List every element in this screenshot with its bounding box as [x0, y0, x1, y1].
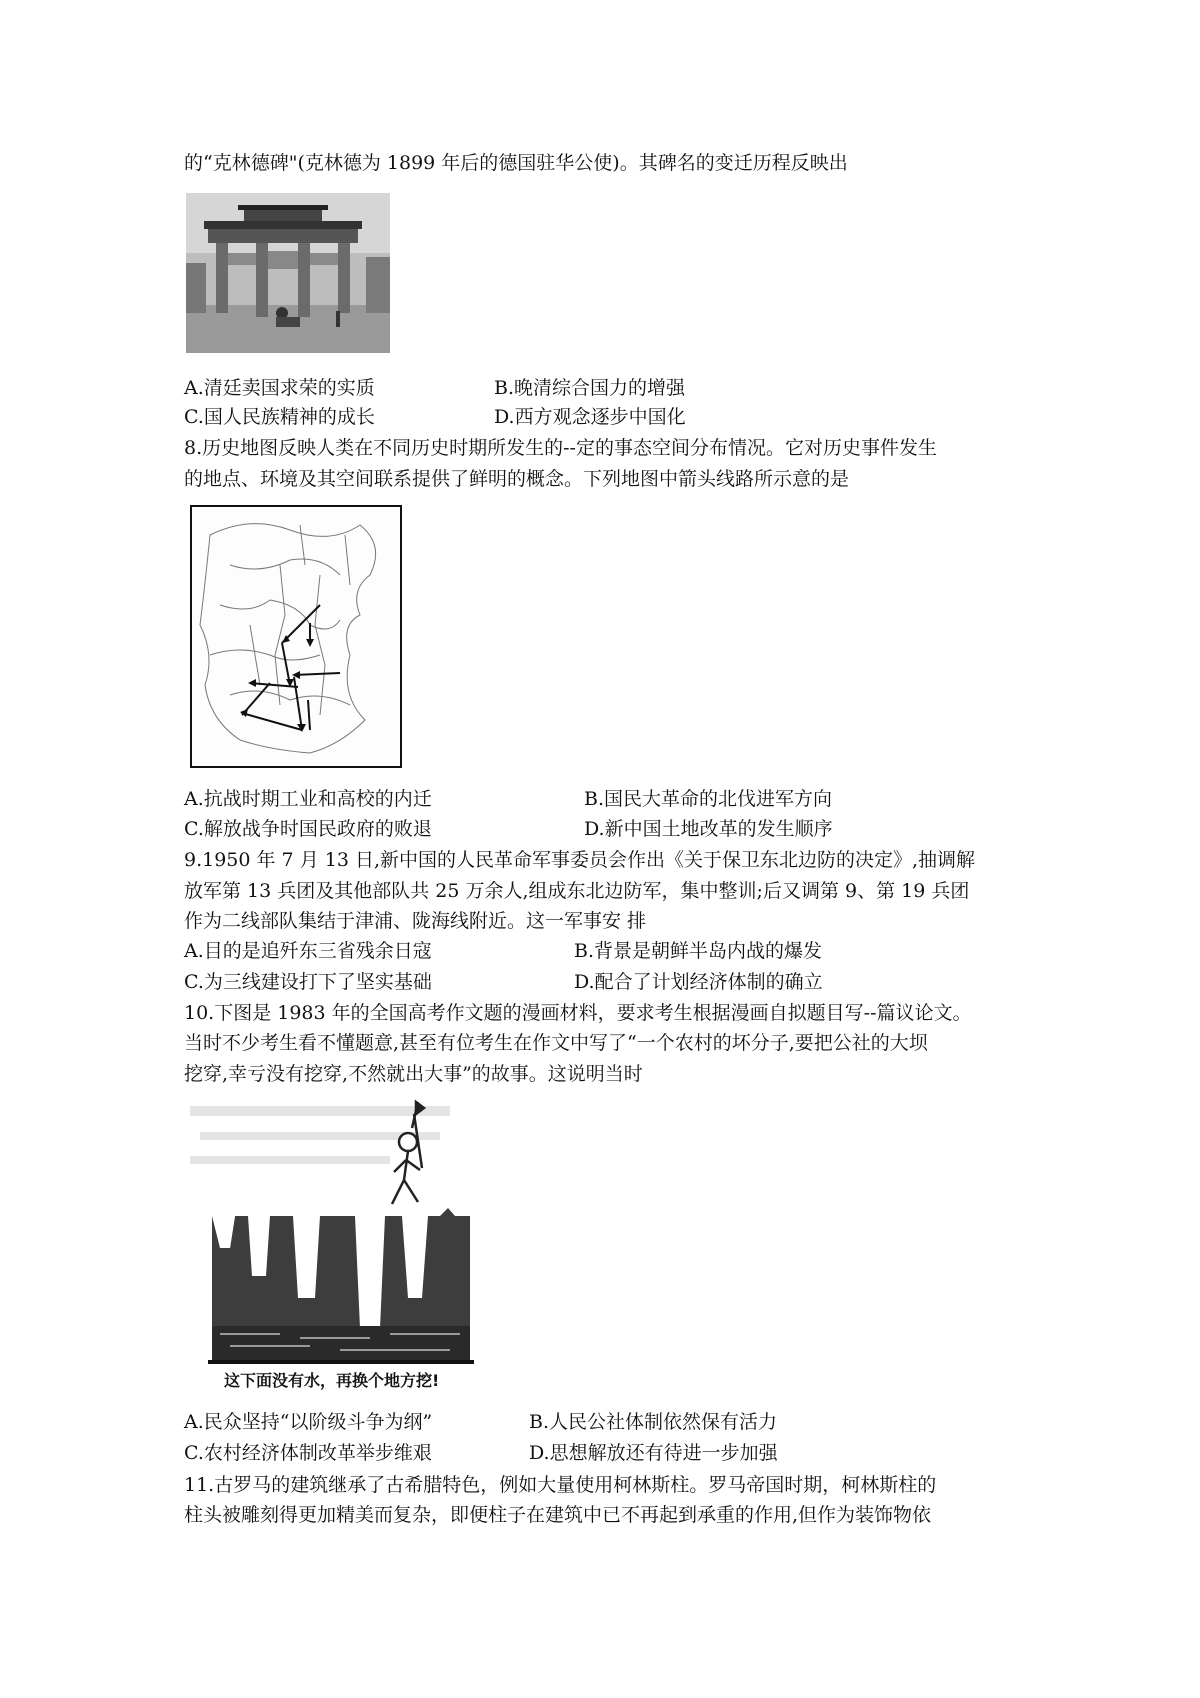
q10-stem-line-2: 当时不少考生看不懂题意,甚至有位考生在作文中写了“一个农村的坏分子,要把公社的大坝 [184, 1032, 928, 1054]
q8-option-c: C.解放战争时国民政府的败退 [184, 818, 432, 840]
q9-option-b: B.背景是朝鲜半岛内战的爆发 [574, 940, 823, 962]
q8-option-a: A.抗战时期工业和高校的内迁 [184, 788, 432, 810]
q7-option-d: D.西方观念逐步中国化 [494, 406, 686, 428]
q8-option-d: D.新中国土地改革的发生顺序 [584, 818, 833, 840]
q10-stem-line-1: 10.下图是 1983 年的全国高考作文题的漫画材料，要求考生根据漫画自拟题目写--篇议论文。 [184, 1002, 972, 1024]
q7-option-c: C.国人民族精神的成长 [184, 406, 375, 428]
digging-well-cartoon [190, 1098, 490, 1393]
memorial-archway-photo [186, 193, 390, 353]
q9-option-c: C.为三线建设打下了坚实基础 [184, 971, 432, 993]
q8-option-b: B.国民大革命的北伐进军方向 [584, 788, 833, 810]
q10-stem-line-3: 挖穿,幸亏没有挖穿,不然就出大事”的故事。这说明当时 [184, 1063, 643, 1085]
q7-stem-tail: 的“克林德碑"(克林德为 1899 年后的德国驻华公使)。其碑名的变迁历程反映出 [184, 152, 848, 174]
q10-option-d: D.思想解放还有待进一步加强 [529, 1442, 778, 1464]
historical-route-map [190, 505, 402, 768]
q10-option-a: A.民众坚持“以阶级斗争为纲” [184, 1411, 433, 1433]
q9-option-a: A.目的是追歼东三省残余日寇 [184, 940, 432, 962]
q10-option-c: C.农村经济体制改革举步维艰 [184, 1442, 432, 1464]
q7-option-b: B.晚清综合国力的增强 [494, 377, 686, 399]
q11-stem-line-2: 柱头被雕刻得更加精美而复杂，即便柱子在建筑中已不再起到承重的作用,但作为装饰物依 [184, 1504, 932, 1526]
q11-stem-line-1: 11.古罗马的建筑继承了古希腊特色，例如大量使用柯林斯柱。罗马帝国时期，柯林斯柱的 [184, 1474, 937, 1496]
q10-option-b: B.人民公社体制依然保有活力 [529, 1411, 778, 1433]
q8-stem-line-1: 8.历史地图反映人类在不同历史时期所发生的--定的事态空间分布情况。它对历史事件发生 [184, 437, 937, 459]
cartoon-caption: 这下面没有水，再换个地方挖! [224, 1371, 440, 1390]
q9-stem-line-1: 9.1950 年 7 月 13 日,新中国的人民革命军事委员会作出《关于保卫东北边防的决定》,抽调解 [184, 849, 976, 871]
q9-option-d: D.配合了计划经济体制的确立 [574, 971, 823, 993]
q9-stem-line-3: 作为二线部队集结于津浦、陇海线附近。这一军事安 排 [184, 910, 647, 932]
q8-stem-line-2: 的地点、环境及其空间联系提供了鲜明的概念。下列地图中箭头线路所示意的是 [184, 468, 850, 490]
q7-option-a: A.清廷卖国求荣的实质 [184, 377, 375, 399]
q9-stem-line-2: 放军第 13 兵团及其他部队共 25 万余人,组成东北边防军，集中整训;后又调第 9、第 19 兵团 [184, 880, 970, 902]
